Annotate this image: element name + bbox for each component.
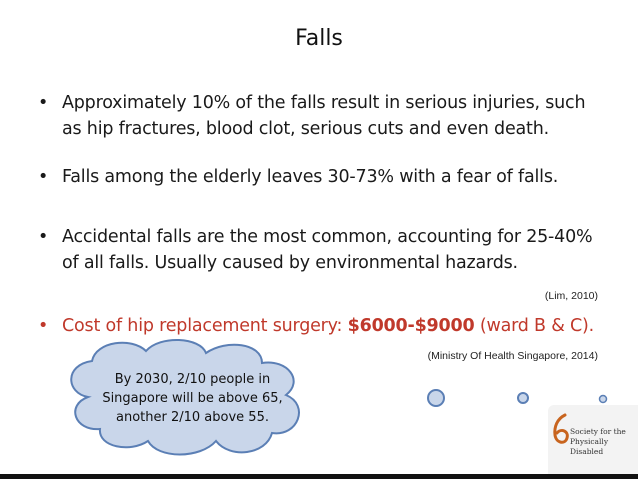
cost-amount: $6000-$9000 (347, 316, 475, 336)
callout-text (100, 370, 285, 427)
bullet-symbol: • (38, 227, 49, 247)
callout-line: Singapore will be above 65, (102, 391, 283, 406)
callout-line: another 2/10 above 55. (116, 410, 269, 425)
slide-title: Falls (295, 26, 343, 51)
decorative-circle (428, 390, 444, 406)
citation-lim: (Lim, 2010) (544, 290, 598, 302)
logo-line: Physically Disabled (570, 437, 609, 456)
callout-line: By 2030, 2/10 people in (114, 372, 271, 387)
society-logo-icon (551, 411, 571, 451)
bottom-bar (0, 474, 638, 479)
citation-moh: (Ministry Of Health Singapore, 2014) (427, 350, 598, 362)
decorative-circle (600, 396, 607, 403)
bullet-line: as hip fractures, blood clot, serious cuts and even death. (62, 119, 549, 139)
bullet-line: Falls among the elderly leaves 30-73% with a fear of falls. (62, 167, 559, 187)
logo-line: Society for the (570, 427, 626, 436)
cloud-callout (48, 335, 333, 460)
logo-text (570, 427, 638, 457)
society-logo (548, 405, 638, 475)
bullet-symbol: • (38, 93, 49, 113)
bullet-symbol: • (38, 167, 49, 187)
cost-prefix: Cost of hip replacement surgery: (62, 316, 348, 336)
bullet-symbol: • (38, 316, 49, 336)
bullet-line: of all falls. Usually caused by environmental hazards. (62, 253, 518, 273)
decorative-circle (518, 393, 528, 403)
bullet-line: Accidental falls are the most common, accounting for 25-40% (62, 227, 593, 247)
bullet-line: Approximately 10% of the falls result in serious injuries, such (62, 93, 586, 113)
cost-suffix: (ward B & C). (474, 316, 595, 336)
